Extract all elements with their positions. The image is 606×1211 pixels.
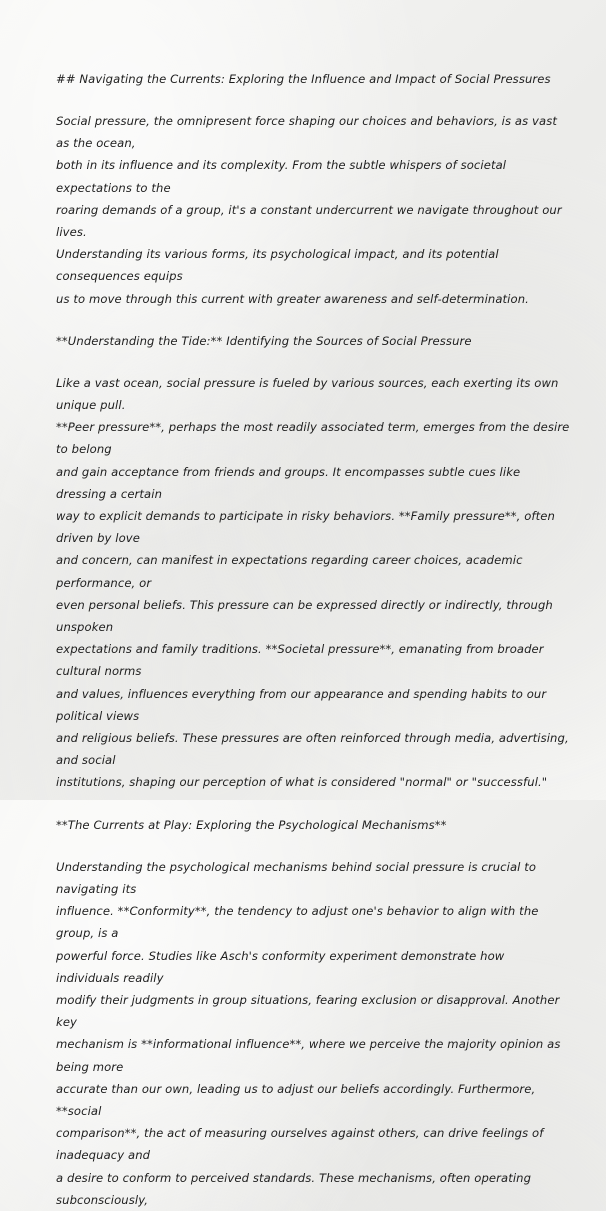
text-line: comparison**, the act of measuring ourselves against others, can drive feelings of inadequacy and <box>56 1126 544 1163</box>
text-line: mechanism is **informational influence**, where we perceive the majority opinion as being more <box>56 1037 561 1074</box>
text-line: roaring demands of a group, it's a constant undercurrent we navigate throughout our lives. <box>56 202 562 240</box>
text-line: Understanding the psychological mechanisms behind social pressure is crucial to navigating its <box>56 859 537 896</box>
text-line: us to move through this current with greater awareness and self-determination. <box>56 291 529 306</box>
text-line: institutions, shaping our perception of what is considered "normal" or "successful." <box>56 775 548 790</box>
mechanisms-paragraph <box>56 856 570 1211</box>
text-line: and concern, can manifest in expectations regarding career choices, academic performance, or <box>56 553 523 590</box>
text-line: and gain acceptance from friends and groups. It encompasses subtle cues like dressing a certain <box>56 464 521 501</box>
text-line: **Peer pressure**, perhaps the most readily associated term, emerges from the desire to belong <box>56 420 570 457</box>
text-line: expectations and family traditions. **Societal pressure**, emanating from broader cultural norms <box>56 642 544 679</box>
text-line: a desire to conform to perceived standards. These mechanisms, often operating subconsciously, <box>56 1170 532 1207</box>
text-line: Social pressure, the omnipresent force shaping our choices and behaviors, is as vast as the ocean, <box>56 114 557 151</box>
text-line: accurate than our own, leading us to adjust our beliefs accordingly. Furthermore, **social <box>56 1081 536 1118</box>
text-line: Understanding its various forms, its psychological impact, and its potential consequences equips <box>56 247 499 284</box>
text-line: way to explicit demands to participate in risky behaviors. **Family pressure**, often driven by love <box>56 509 555 546</box>
section-heading-mechanisms: **The Currents at Play: Exploring the Psychological Mechanisms** <box>56 817 447 832</box>
sources-paragraph <box>56 372 570 794</box>
text-line: Like a vast ocean, social pressure is fueled by various sources, each exerting its own unique pull. <box>56 375 559 413</box>
text-line: and values, influences everything from our appearance and spending habits to our political views <box>56 686 547 723</box>
document-title: ## Navigating the Currents: Exploring the Influence and Impact of Social Pressures <box>56 72 551 86</box>
text-line: powerful force. Studies like Asch's conformity experiment demonstrate how individuals readily <box>56 948 505 985</box>
text-line: and religious beliefs. These pressures are often reinforced through media, advertising, and social <box>56 731 569 768</box>
text-line: influence. **Conformity**, the tendency to adjust one's behavior to align with the group, is a <box>56 904 539 941</box>
text-line: modify their judgments in group situations, fearing exclusion or disapproval. Another key <box>56 992 560 1030</box>
text-line: even personal beliefs. This pressure can be expressed directly or indirectly, through unspoken <box>56 597 553 635</box>
section-heading-sources: **Understanding the Tide:** Identifying the Sources of Social Pressure <box>56 333 472 348</box>
text-line: both in its influence and its complexity. From the subtle whispers of societal expectations to the <box>56 158 507 195</box>
intro-paragraph <box>56 110 570 310</box>
